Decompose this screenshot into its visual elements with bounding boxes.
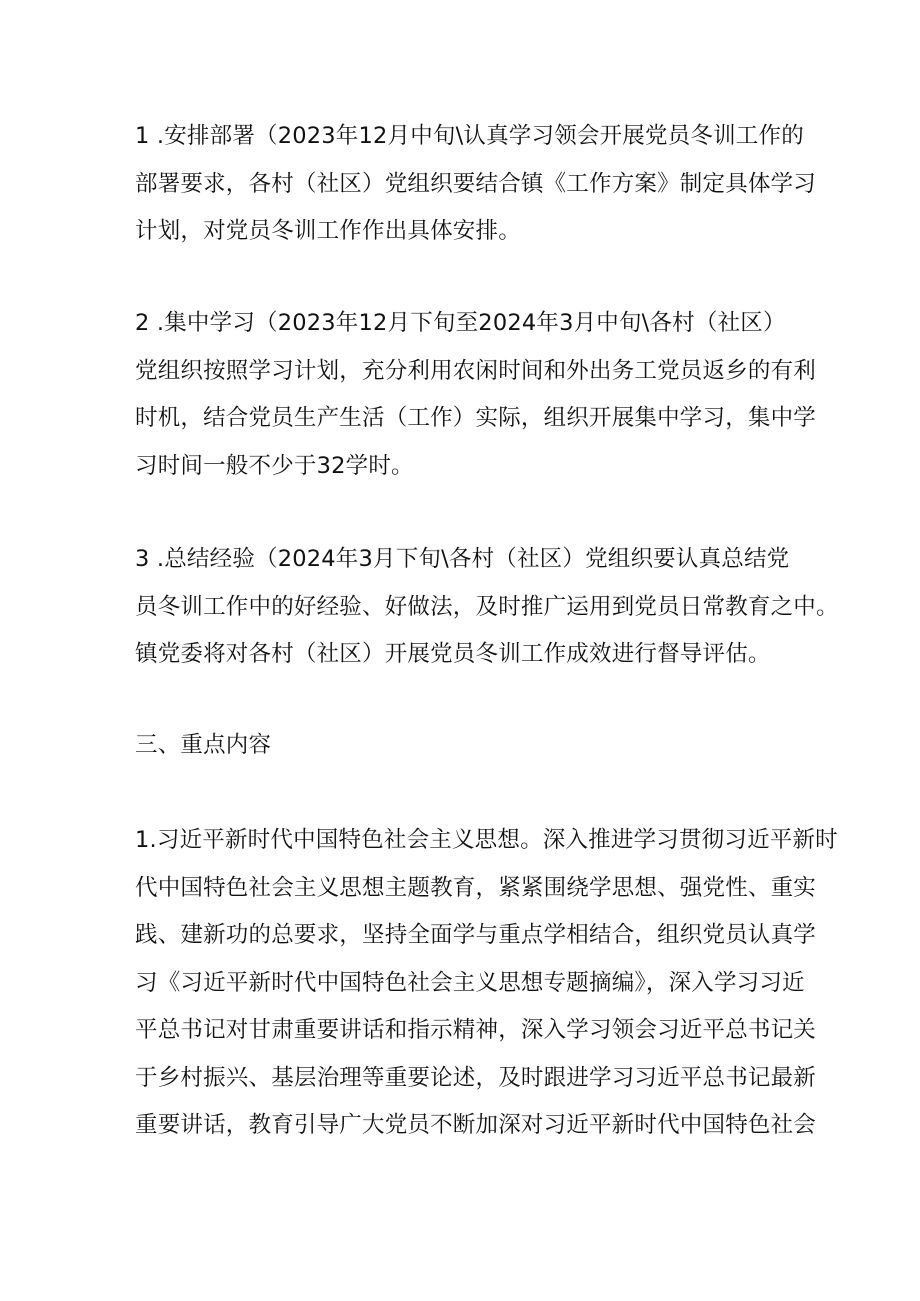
text-line: 计划，对党员冬训工作作出具体安排。: [135, 218, 521, 244]
text-line: 部署要求，各村（社区）党组织要结合镇《工作方案》制定具体学习: [135, 170, 817, 197]
paragraph-centralized-study: [135, 300, 817, 490]
text-line: 1.习近平新时代中国特色社会主义思想。深入推进学习贯彻习近平新时: [135, 827, 838, 853]
text-line: 代中国特色社会主义思想主题教育，紧紧围绕学思想、强党性、重实: [135, 874, 817, 901]
text-line: 重要讲话，教育引导广大党员不断加深对习近平新时代中国特色社会: [135, 1112, 817, 1138]
paragraph-summary: [135, 536, 839, 679]
paragraph-arrangement: [135, 113, 817, 256]
text-line: 平总书记对甘肃重要讲话和指示精神，深入学习领会习近平总书记关: [135, 1017, 817, 1043]
section-heading: [135, 722, 805, 770]
paragraph-key-content: [135, 817, 838, 1150]
text-line: 3 .总结经验（2024年3月下旬\各村（社区）党组织要认真总结党: [135, 546, 790, 572]
text-line: 习时间一般不少于32学时。: [135, 452, 414, 479]
text-line: 于乡村振兴、基层治理等重要论述，及时跟进学习习近平总书记最新: [135, 1064, 817, 1091]
text-line: 1 .安排部署（2023年12月中旬\认真学习领会开展党员冬训工作的: [135, 123, 804, 149]
text-line: 2 .集中学习（2023年12月下旬至2024年3月中旬\各村（社区）: [135, 310, 786, 336]
heading-text: 三、重点内容: [135, 732, 272, 758]
text-line: 镇党委将对各村（社区）开展党员冬训工作成效进行督导评估。: [135, 641, 771, 667]
text-line: 党组织按照学习计划，充分利用农闲时间和外出务工党员返乡的有利: [135, 357, 817, 384]
text-line: 员冬训工作中的好经验、好做法，及时推广运用到党员日常教育之中。: [135, 593, 839, 620]
text-line: 践、建新功的总要求，坚持全面学与重点学相结合，组织党员认真学: [135, 922, 817, 948]
text-line: 习《习近平新时代中国特色社会主义思想专题摘编》，深入学习习近: [135, 969, 805, 996]
text-line: 时机，结合党员生产生活（工作）实际，组织开展集中学习，集中学: [135, 405, 817, 431]
